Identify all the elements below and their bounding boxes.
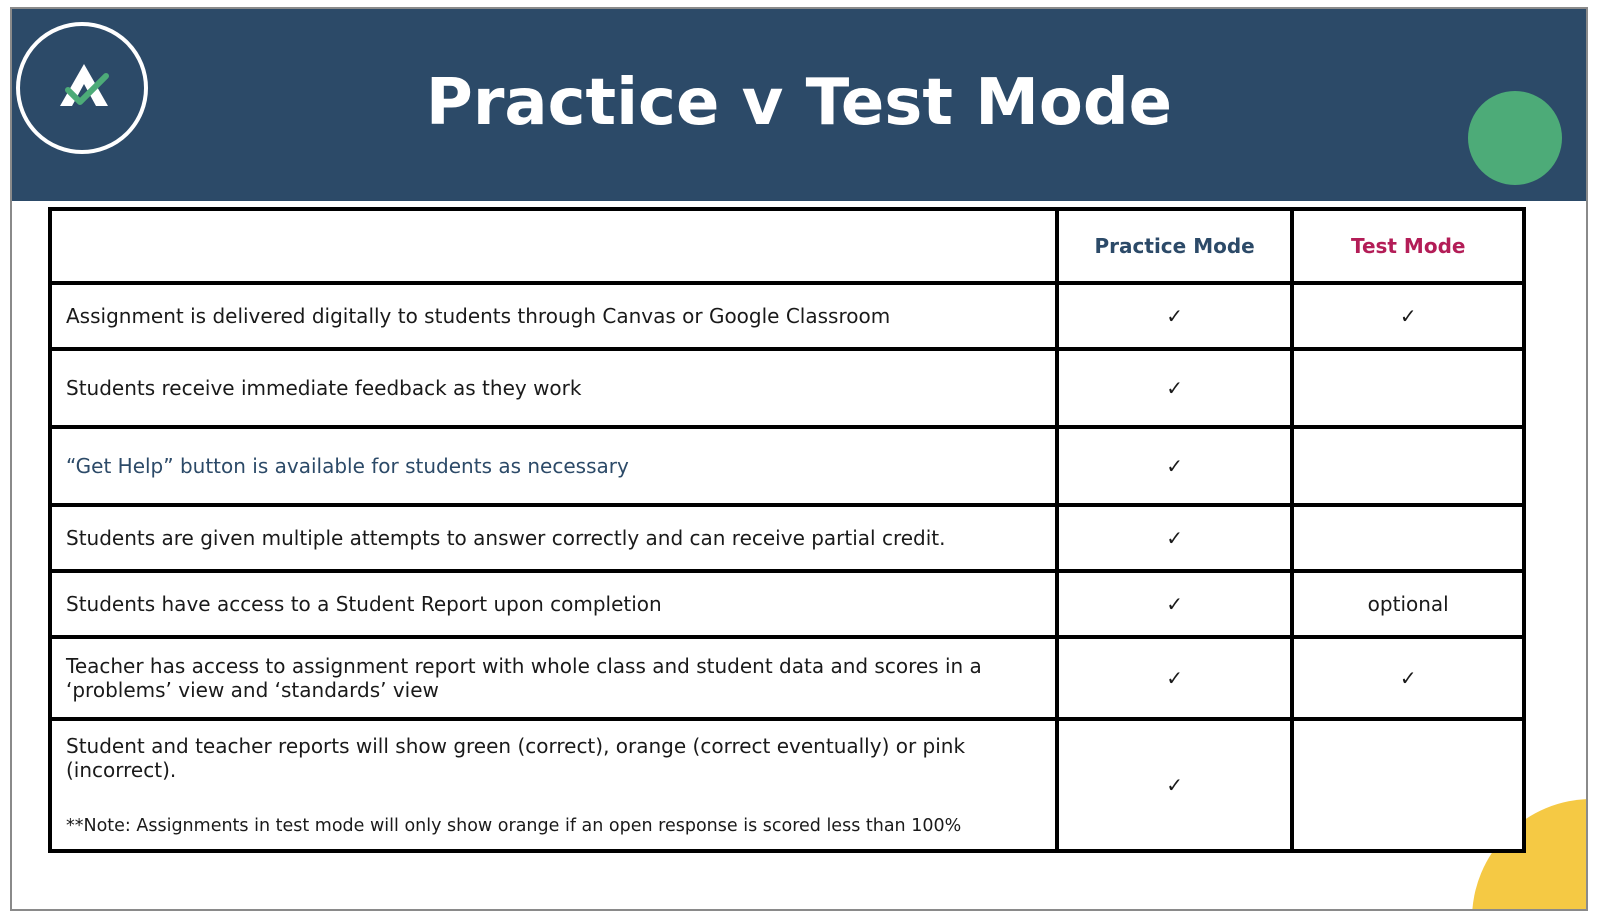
test-check-icon: ✓ [1292,283,1524,349]
header-test-mode: Test Mode [1292,209,1524,283]
table-header-row [50,209,1524,283]
practice-check-icon: ✓ [1057,505,1293,571]
header-banner [12,9,1586,201]
row-description: Student and teacher reports will show green (correct), orange (correct eventually) or pink (incorrect). [66,733,966,782]
row-description: Teacher has access to assignment report with whole class and student data and scores in a ‘problems’ view and ‘standards’ view [50,637,1057,719]
practice-check-icon: ✓ [1057,571,1293,637]
test-cell [1292,427,1524,505]
test-cell [1292,505,1524,571]
row-description: Students are given multiple attempts to answer correctly and can receive partial credit. [50,505,1057,571]
practice-check-icon: ✓ [1057,283,1293,349]
row-description: Assignment is delivered digitally to students through Canvas or Google Classroom [50,283,1057,349]
test-cell [1292,719,1524,851]
table-row [50,427,1524,505]
test-optional-label: optional [1292,571,1524,637]
row-note: **Note: Assignments in test mode will only show orange if an open response is scored less than 100% [66,815,962,836]
row-description: Students receive immediate feedback as they work [50,349,1057,427]
table-row [50,719,1524,851]
practice-check-icon: ✓ [1057,349,1293,427]
row-description: “Get Help” button is available for students as necessary [50,427,1057,505]
green-circle-decoration [1468,91,1562,185]
table-row [50,571,1524,637]
practice-check-icon: ✓ [1057,719,1293,851]
table-row [50,637,1524,719]
table-row [50,505,1524,571]
slide [10,7,1588,911]
practice-check-icon: ✓ [1057,427,1293,505]
row-description-cell [50,719,1057,851]
page-title: Practice v Test Mode [425,66,1173,140]
table-row [50,349,1524,427]
table-row [50,283,1524,349]
practice-check-icon: ✓ [1057,637,1293,719]
header-practice-mode: Practice Mode [1057,209,1293,283]
test-check-icon: ✓ [1292,637,1524,719]
comparison-table [48,207,1526,853]
test-cell [1292,349,1524,427]
header-empty-cell [50,209,1057,283]
row-description: Students have access to a Student Report upon completion [50,571,1057,637]
